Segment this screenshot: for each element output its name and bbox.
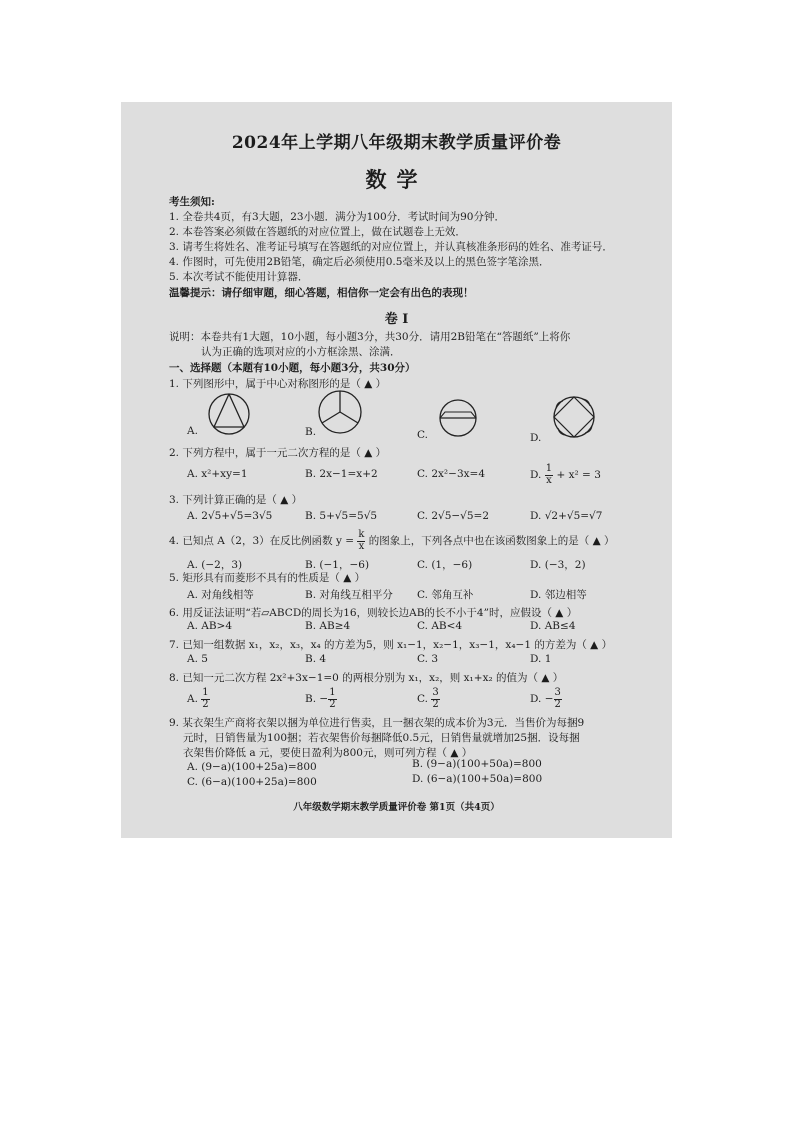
q6-option-c: C. AB<4	[417, 620, 463, 632]
q8-option-b: B. − $\frac{1}{2}$	[305, 687, 336, 710]
q8-stem: 8. 已知一元二次方程 2x²+3x−1=0 的两根分别为 x₁，x₂，则 x₁+x₂ 的值为（ ▲ ）	[169, 672, 564, 684]
q1-figure-a	[203, 392, 255, 436]
volume-desc-line2: 认为正确的选项对应的小方框涂黑、涂满．	[201, 346, 401, 358]
q7-option-d: D. 1	[530, 653, 552, 665]
q3-option-d: D. √2+√5=√7	[530, 510, 603, 522]
exam-page	[121, 102, 672, 838]
q1-figure-b	[315, 388, 365, 438]
q4-stem: 4. 已知点 A（2，3）在反比例函数 y = $\frac{k}{x}$ 的图象上，下列各点中也在该函数图象上的是（ ▲ ）	[169, 529, 615, 552]
q4-option-d: D. (−3，2)	[530, 559, 586, 571]
exam-title: 2024年上学期八年级期末教学质量评价卷	[231, 133, 562, 153]
q1-figure-d	[549, 392, 599, 442]
q7-option-c: C. 3	[417, 653, 439, 665]
q8-option-c: C. $\frac{3}{2}$	[417, 687, 439, 710]
q3-option-a: A. 2√5+√5=3√5	[187, 510, 273, 522]
q2-stem: 2. 下列方程中，属于一元二次方程的是（ ▲ ）	[169, 447, 387, 459]
q5-option-b: B. 对角线互相平分	[305, 589, 393, 601]
q9-stem-line1: 9. 某衣架生产商将衣架以捆为单位进行售卖，且一捆衣架的成本价为3元．当售价为每捆9	[169, 717, 585, 729]
q7-option-a: A. 5	[187, 653, 208, 665]
q4-option-c: C. (1，−6)	[417, 559, 473, 571]
q9-stem-line3: 衣架售价降低 a 元，要使日盈利为800元，则可列方程（ ▲ ）	[183, 747, 473, 759]
q2-option-d: D. $\frac{1}{x}$ + x² = 3	[530, 463, 601, 486]
q3-option-c: C. 2√5−√5=2	[417, 510, 490, 522]
q5-stem: 5. 矩形具有而菱形不具有的性质是（ ▲ ）	[169, 572, 366, 584]
notice-item-1: 1. 全卷共4页，有3大题，23小题．满分为100分．考试时间为90分钟．	[169, 211, 505, 223]
q9-stem-line2: 元时，日销售量为100捆；若衣架售价每捆降低0.5元，日销售量就增加25捆．设每捆	[183, 732, 580, 744]
q8-option-a: A. $\frac{1}{2}$	[187, 687, 209, 710]
q6-stem: 6. 用反证法证明“若▱ABCD的周长为16，则较长边AB的长不小于4”时，应假设（ ▲ ）	[169, 607, 578, 619]
q6-option-a: A. AB>4	[187, 620, 233, 632]
q3-option-b: B. 5+√5=5√5	[305, 510, 378, 522]
q1-figure-c	[435, 398, 481, 438]
q7-option-b: B. 4	[305, 653, 327, 665]
notice-item-4: 4. 作图时，可先使用2B铅笔，确定后必须使用0.5毫米及以上的黑色签字笔涂黑．	[169, 256, 550, 268]
q9-option-b: B. (9−a)(100+50a)=800	[412, 758, 542, 770]
q6-option-b: B. AB≥4	[305, 620, 351, 632]
notice-item-2: 2. 本卷答案必须做在答题纸的对应位置上，做在试题卷上无效．	[169, 226, 466, 238]
q3-stem: 3. 下列计算正确的是（ ▲ ）	[169, 494, 303, 506]
subject-title: 数学	[365, 167, 428, 192]
notice-item-5: 5. 本次考试不能使用计算器．	[169, 271, 309, 283]
q9-option-c: C. (6−a)(100+25a)=800	[187, 776, 317, 788]
q2-option-a: A. x²+xy=1	[187, 468, 248, 480]
q5-option-a: A. 对角线相等	[187, 589, 254, 601]
q4-option-b: B. (−1，−6)	[305, 559, 370, 571]
q8-option-d: D. − $\frac{3}{2}$	[530, 687, 561, 710]
q1-option-d: D.	[530, 432, 542, 444]
q9-option-a: A. (9−a)(100+25a)=800	[187, 761, 317, 773]
q2-option-c: C. 2x²−3x=4	[417, 468, 486, 480]
q9-option-d: D. (6−a)(100+50a)=800	[412, 773, 543, 785]
q5-option-d: D. 邻边相等	[530, 589, 587, 601]
q5-option-c: C. 邻角互补	[417, 589, 474, 601]
q1-option-b: B.	[305, 426, 317, 438]
q1-option-a: A.	[187, 425, 198, 437]
notice-heading: 考生须知:	[169, 196, 215, 208]
volume-title: 卷 Ⅰ	[384, 312, 409, 327]
q2-option-b: B. 2x−1=x+2	[305, 468, 378, 480]
volume-desc-line1: 说明：本卷共有1大题，10小题，每小题3分，共30分．请用2B铅笔在“答题纸”上将你	[169, 331, 571, 343]
q1-option-c: C.	[417, 429, 428, 441]
notice-item-3: 3. 请考生将姓名、准考证号填写在答题纸的对应位置上，并认真核准条形码的姓名、准考证号．	[169, 241, 613, 253]
reminder: 温馨提示：请仔细审题，细心答题，相信你一定会有出色的表现！	[169, 287, 474, 299]
page-footer: 八年级数学期末教学质量评价卷 第1页（共4页）	[293, 802, 500, 813]
q4-option-a: A. (−2，3)	[187, 559, 243, 571]
q1-stem: 1. 下列图形中，属于中心对称图形的是（ ▲ ）	[169, 378, 387, 390]
section-heading: 一、选择题（本题有10小题，每小题3分，共30分）	[169, 362, 416, 374]
q6-option-d: D. AB≤4	[530, 620, 576, 632]
q7-stem: 7. 已知一组数据 x₁，x₂，x₃，x₄ 的方差为5，则 x₁−1，x₂−1，x₃−1，x₄−1 的方差为（ ▲ ）	[169, 639, 613, 651]
